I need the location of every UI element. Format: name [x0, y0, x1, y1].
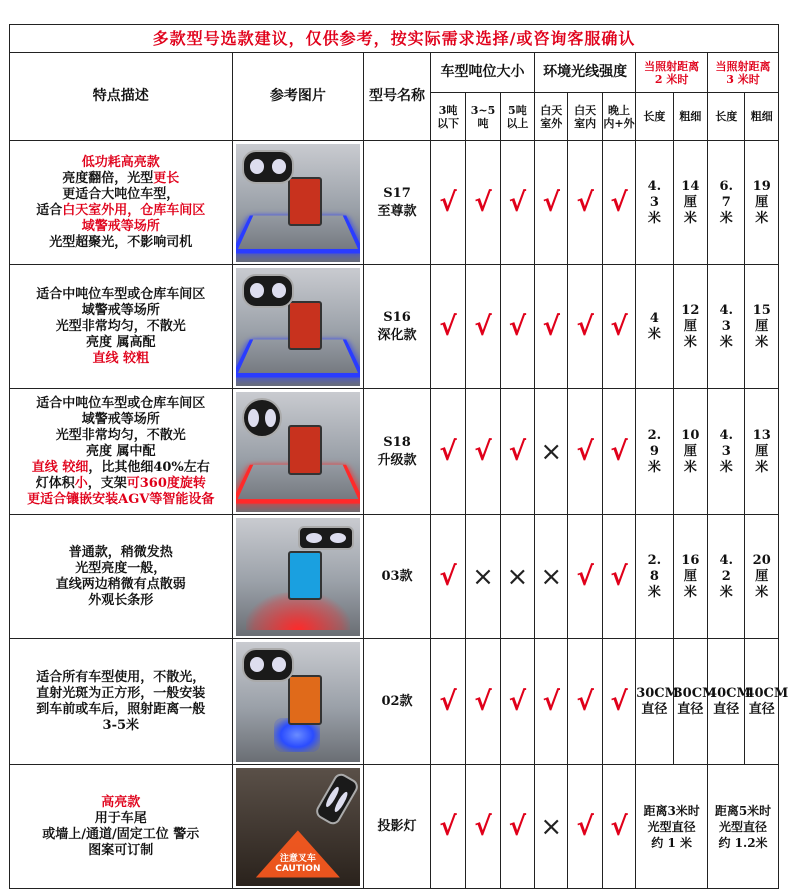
description-text: 白天室外用，仓库车间区 [62, 202, 206, 218]
value-line: 米 [755, 334, 769, 350]
table-row [10, 141, 779, 265]
table-row [10, 389, 779, 515]
value-line: 4 [649, 310, 659, 326]
length-2m-value [636, 141, 673, 265]
env-day-indoor-check-icon: √ [568, 765, 602, 889]
value-line: 15 [752, 302, 771, 318]
value-line: 3 [649, 194, 659, 210]
model-name-line: S17 [383, 185, 411, 201]
length-3m-value [708, 265, 745, 389]
env-day-indoor-check-icon: √ [568, 265, 602, 389]
forklift-image [288, 675, 322, 725]
header-width-2m: 粗细 [673, 93, 707, 141]
tonnage-over5-check-icon: √ [500, 141, 534, 265]
reference-photo-cell [232, 639, 364, 765]
value-line: 12 [681, 302, 700, 318]
value-line: 40CM [745, 685, 789, 701]
value-line: 米 [683, 334, 697, 350]
description-line [10, 444, 232, 460]
env-night-check-icon: √ [602, 265, 635, 389]
description-text: 光型非常均匀，不散光 [55, 427, 186, 443]
model-name-line: S18 [383, 434, 411, 450]
header-distance-3m: 当照射距离 3 米时 [708, 53, 779, 93]
env-day-indoor-check-icon: √ [568, 639, 602, 765]
description-text: 或墙上/通道/固定工位 警示 [42, 826, 200, 842]
value-line: 光型直径 [719, 819, 768, 834]
env-day-outdoor-cross-icon: × [535, 389, 568, 515]
width-3m-value [745, 141, 779, 265]
env-day-indoor-check-icon: √ [568, 389, 602, 515]
length-2m-value [636, 265, 673, 389]
model-name [364, 515, 431, 639]
reference-photo-cell [232, 265, 364, 389]
description-text: 亮度翻倍，光型 [62, 170, 154, 186]
description-text: 适合中吨位车型或仓库车间区 [36, 395, 206, 411]
header-model: 型号名称 [364, 53, 431, 141]
value-line: 米 [719, 459, 733, 475]
description-text: 域警戒等场所 [81, 411, 160, 427]
tonnage-under3-check-icon: √ [430, 265, 465, 389]
table-row [10, 639, 779, 765]
value-line: 40CM [708, 685, 751, 701]
value-line: 19 [752, 178, 771, 194]
value-line: 米 [719, 210, 733, 226]
env-day-outdoor-check-icon: √ [535, 141, 568, 265]
description-line [10, 843, 232, 859]
length-2m-value [636, 515, 673, 639]
value-line: 16 [681, 552, 700, 568]
description-line [10, 827, 232, 843]
description-line [10, 561, 232, 577]
value-line: 8 [649, 568, 659, 584]
feature-description [10, 141, 233, 265]
description-line [10, 396, 232, 412]
description-line [10, 235, 232, 251]
forklift-image [288, 425, 322, 475]
value-line: 约 1.2米 [718, 835, 768, 850]
description-text: 域警戒等场所 [81, 218, 160, 234]
env-day-indoor-check-icon: √ [568, 141, 602, 265]
description-line [10, 219, 232, 235]
description-text: 用于车尾 [94, 810, 147, 826]
value-line: 米 [719, 334, 733, 350]
value-line: 厘 [755, 568, 769, 584]
value-line: 厘 [755, 318, 769, 334]
value-line: 厘 [683, 443, 697, 459]
description-text: 可360度旋转 [126, 475, 206, 491]
tonnage-under3-check-icon: √ [430, 765, 465, 889]
forklift-image [288, 177, 322, 227]
model-name-line: 深化款 [377, 327, 417, 343]
width-3m-value [745, 265, 779, 389]
value-line: 米 [647, 210, 661, 226]
description-line [10, 335, 232, 351]
description-line [10, 171, 232, 187]
value-line: 米 [755, 459, 769, 475]
model-name-line: 至尊款 [377, 203, 417, 219]
width-2m-value [673, 265, 707, 389]
env-day-indoor-check-icon: √ [568, 515, 602, 639]
projector-pattern-text: 注意叉车 CAUTION [275, 853, 321, 874]
value-line: 厘 [683, 568, 697, 584]
description-line [10, 811, 232, 827]
description-text: 高亮款 [101, 794, 141, 810]
tonnage-3to5-check-icon: √ [466, 389, 500, 515]
description-text: 低功耗高亮款 [81, 154, 160, 170]
value-line: 2. [647, 427, 662, 443]
description-line [10, 287, 232, 303]
value-line: 4. [719, 552, 734, 568]
tonnage-3to5-check-icon: √ [466, 765, 500, 889]
tonnage-over5-check-icon: √ [500, 639, 534, 765]
value-line: 米 [755, 584, 769, 600]
model-name-line: 升级款 [377, 452, 417, 468]
description-text: 亮度 属高配 [86, 334, 156, 350]
tonnage-over5-check-icon: √ [500, 765, 534, 889]
tonnage-3to5-check-icon: √ [466, 141, 500, 265]
value-line: 30CM [673, 685, 717, 701]
reference-photo [236, 268, 360, 386]
env-day-outdoor-cross-icon: × [535, 765, 568, 889]
header-env-day-outdoor: 白天 室外 [535, 93, 568, 141]
env-night-check-icon: √ [602, 515, 635, 639]
header-tonnage-3to5: 3~5 吨 [466, 93, 500, 141]
value-line: 20 [752, 552, 771, 568]
description-text: 普通款，稍微发热 [68, 544, 173, 560]
description-text: 光型超聚光，不影响司机 [49, 234, 193, 250]
description-line [10, 428, 232, 444]
header-length-2m: 长度 [636, 93, 673, 141]
model-name-line: S16 [383, 309, 411, 325]
width-2m-value [673, 141, 707, 265]
feature-description [10, 389, 233, 515]
value-line: 直径 [748, 701, 775, 717]
env-night-check-icon: √ [602, 765, 635, 889]
header-tonnage: 车型吨位大小 [430, 53, 534, 93]
value-line: 2. [647, 552, 662, 568]
value-line: 厘 [683, 318, 697, 334]
model-name-line: 02款 [381, 693, 413, 709]
header-env-day-indoor: 白天 室内 [568, 93, 602, 141]
reference-photo [236, 768, 360, 886]
table-row [10, 515, 779, 639]
table-title: 多款型号选款建议，仅供参考，按实际需求选择/或咨询客服确认 [10, 25, 779, 53]
value-line: 米 [683, 459, 697, 475]
width-2m-value [673, 639, 717, 765]
bar-lamp-icon [298, 526, 354, 550]
twin-lamp-icon [242, 648, 294, 682]
description-text: 适合 [36, 202, 63, 218]
description-text: 更适合大吨位车型， [62, 186, 180, 202]
feature-description [10, 265, 233, 389]
header-features: 特点描述 [10, 53, 233, 141]
header-environment: 环境光线强度 [535, 53, 636, 93]
description-text: 小 [74, 475, 88, 491]
description-line [10, 718, 232, 734]
model-name [364, 389, 431, 515]
description-line [10, 593, 232, 609]
table-row [10, 265, 779, 389]
description-text: 更适合镶嵌安装AGV等智能设备 [27, 491, 215, 507]
description-text: 适合中吨位车型或仓库车间区 [36, 286, 206, 302]
env-night-check-icon: √ [602, 639, 635, 765]
value-line: 4. [719, 302, 734, 318]
env-day-outdoor-check-icon: √ [535, 639, 568, 765]
feature-description [10, 765, 233, 889]
env-day-outdoor-cross-icon: × [535, 515, 568, 639]
beam-diameter-5m [708, 765, 779, 889]
tonnage-3to5-check-icon: √ [466, 639, 500, 765]
description-text: 更长 [153, 170, 180, 186]
table-row [10, 765, 779, 889]
value-line: 距离5米时 [714, 803, 772, 818]
tonnage-over5-cross-icon: × [500, 515, 534, 639]
width-2m-value [673, 389, 707, 515]
value-line: 14 [681, 178, 700, 194]
length-3m-value [708, 515, 745, 639]
description-text: 亮度 属中配 [86, 443, 156, 459]
value-line: 厘 [683, 194, 697, 210]
description-text: 域警戒等场所 [81, 302, 160, 318]
tonnage-under3-check-icon: √ [430, 639, 465, 765]
value-line: 7 [721, 194, 731, 210]
description-text: 光型亮度一般， [75, 560, 167, 576]
value-line: 4. [647, 178, 662, 194]
model-name-line: 投影灯 [377, 818, 417, 834]
value-line: 米 [719, 584, 733, 600]
description-text: 直射光斑为正方形，一般安装 [36, 685, 206, 701]
value-line: 直径 [641, 701, 668, 717]
description-line [10, 187, 232, 203]
model-name [364, 265, 431, 389]
description-text: 3-5米 [102, 717, 140, 733]
width-3m-value [745, 389, 779, 515]
header-tonnage-over5: 5吨 以上 [500, 93, 534, 141]
width-3m-value [745, 639, 789, 765]
width-2m-value [673, 515, 707, 639]
forklift-image [288, 551, 322, 601]
length-3m-value [708, 389, 745, 515]
reference-photo-cell [232, 515, 364, 639]
reference-photo-cell [232, 765, 364, 889]
reference-photo [236, 518, 360, 636]
value-line: 厘 [755, 443, 769, 459]
header-width-3m: 粗细 [745, 93, 779, 141]
value-line: 约 1 米 [651, 835, 692, 850]
description-line [10, 577, 232, 593]
reference-photo [236, 392, 360, 512]
tonnage-over5-check-icon: √ [500, 389, 534, 515]
tonnage-under3-check-icon: √ [430, 389, 465, 515]
description-text: 图案可订制 [88, 842, 154, 858]
header-picture: 参考图片 [232, 53, 364, 141]
value-line: 直径 [677, 701, 704, 717]
description-text: 直线 较细 [31, 459, 89, 475]
header-tonnage-under3: 3吨 以下 [430, 93, 465, 141]
value-line: 米 [755, 210, 769, 226]
description-line [10, 319, 232, 335]
tonnage-over5-check-icon: √ [500, 265, 534, 389]
feature-description [10, 639, 233, 765]
tonnage-under3-check-icon: √ [430, 515, 465, 639]
description-text: 直线两边稍微有点散弱 [55, 576, 186, 592]
reference-photo [236, 144, 360, 262]
value-line: 厘 [755, 194, 769, 210]
reference-photo-cell [232, 141, 364, 265]
description-line [10, 155, 232, 171]
tonnage-3to5-cross-icon: × [466, 515, 500, 639]
value-line: 3 [721, 443, 731, 459]
description-line [10, 303, 232, 319]
model-name [364, 141, 431, 265]
description-line [10, 203, 232, 219]
value-line: 米 [647, 326, 661, 342]
description-text: 适合所有车型使用，不散光， [36, 669, 206, 685]
length-3m-value [708, 639, 751, 765]
twin-lamp-icon [242, 274, 294, 308]
description-text: ，比其他细40%左右 [88, 459, 210, 475]
value-line: 米 [683, 210, 697, 226]
header-distance-2m: 当照射距离 2 米时 [636, 53, 708, 93]
value-line: 距离3米时 [643, 803, 700, 818]
description-text: 外观长条形 [88, 592, 154, 608]
description-line [10, 460, 232, 476]
value-line: 米 [647, 584, 661, 600]
env-night-check-icon: √ [602, 141, 635, 265]
model-selection-table [9, 24, 789, 889]
value-line: 米 [647, 459, 661, 475]
value-line: 光型直径 [647, 819, 696, 834]
value-line: 6. [719, 178, 734, 194]
description-text: 灯体积 [35, 475, 75, 491]
model-name [364, 639, 431, 765]
model-name [364, 765, 431, 889]
length-2m-value [636, 639, 680, 765]
beam-diameter-3m [636, 765, 708, 889]
projector-icon [313, 770, 360, 826]
description-line [10, 545, 232, 561]
tonnage-under3-check-icon: √ [430, 141, 465, 265]
description-line [10, 670, 232, 686]
description-line [10, 795, 232, 811]
length-2m-value [636, 389, 673, 515]
description-line [10, 702, 232, 718]
description-text: ，支架 [87, 475, 127, 491]
model-name-line: 03款 [381, 568, 413, 584]
value-line: 3 [721, 318, 731, 334]
reference-photo-cell [232, 389, 364, 515]
reference-photo [236, 642, 360, 762]
description-line [10, 492, 232, 508]
tonnage-3to5-check-icon: √ [466, 265, 500, 389]
description-line [10, 412, 232, 428]
value-line: 2 [721, 568, 731, 584]
header-length-3m: 长度 [708, 93, 745, 141]
width-3m-value [745, 515, 779, 639]
description-text: 光型非常均匀，不散光 [55, 318, 186, 334]
description-text: 直线 较粗 [92, 350, 150, 366]
value-line: 10 [681, 427, 700, 443]
value-line: 13 [752, 427, 771, 443]
description-line [10, 476, 232, 492]
round-lamp-icon [242, 398, 282, 438]
forklift-image [288, 301, 322, 351]
env-night-check-icon: √ [602, 389, 635, 515]
value-line: 30CM [636, 685, 680, 701]
value-line: 米 [683, 584, 697, 600]
value-line: 直径 [713, 701, 740, 717]
feature-description [10, 515, 233, 639]
description-text: 到车前或车后，照射距离一般 [36, 701, 206, 717]
description-line [10, 686, 232, 702]
description-line [10, 351, 232, 367]
value-line: 9 [649, 443, 659, 459]
twin-lamp-icon [242, 150, 294, 184]
header-env-night: 晚上 内+外 [602, 93, 635, 141]
length-3m-value [708, 141, 745, 265]
env-day-outdoor-check-icon: √ [535, 265, 568, 389]
value-line: 4. [719, 427, 734, 443]
